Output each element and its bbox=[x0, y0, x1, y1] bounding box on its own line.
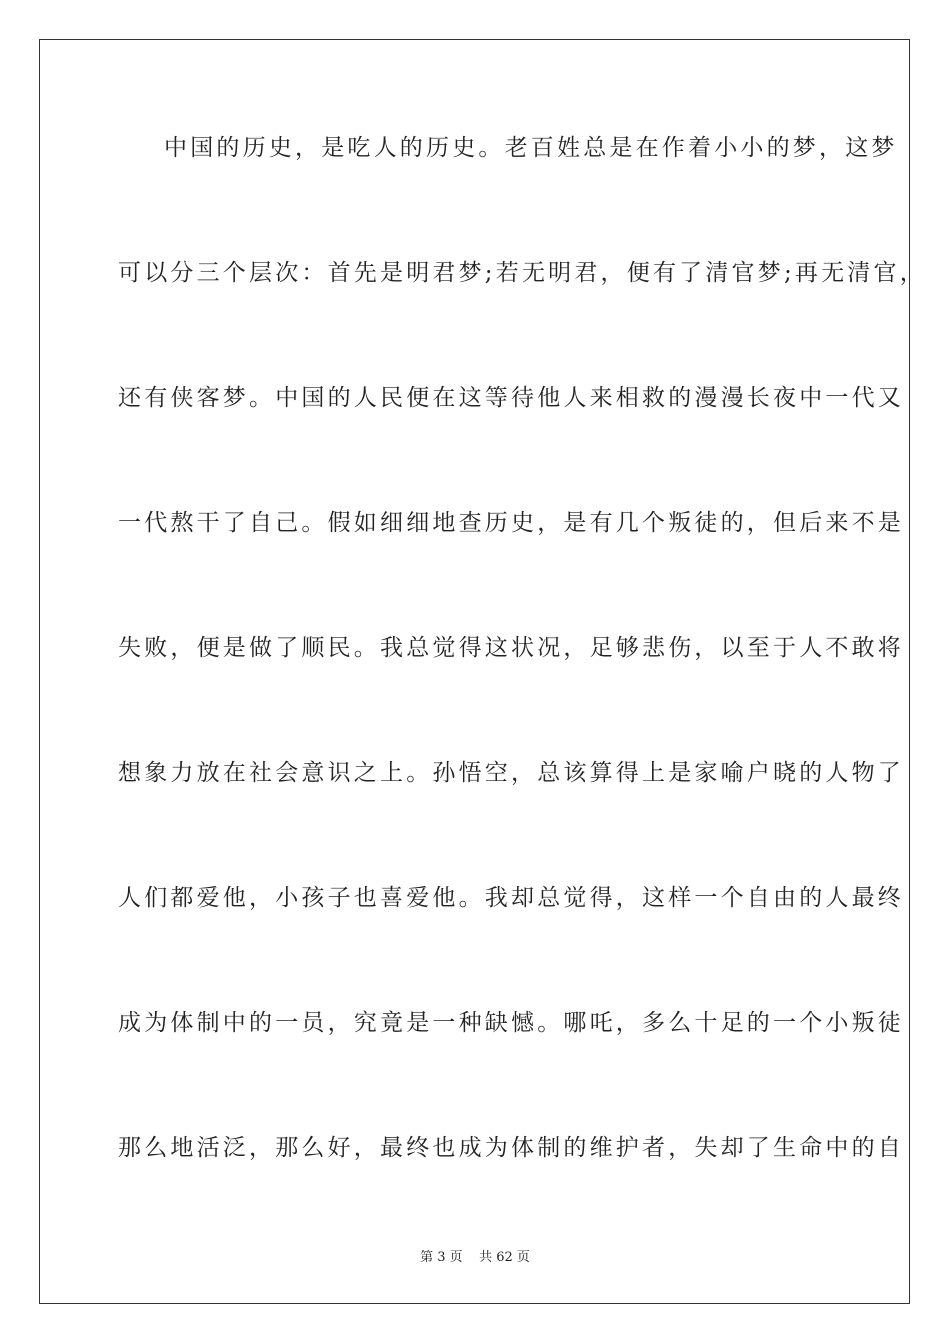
paragraph-line: 还有侠客梦。中国的人民便在这等待他人来相救的漫漫长夜中一代又 bbox=[118, 385, 904, 411]
paragraph-line: 想象力放在社会意识之上。孙悟空，总该算得上是家喻户晓的人物了 bbox=[118, 760, 904, 786]
paragraph-line: 成为体制中的一员，究竟是一种缺憾。哪吒，多么十足的一个小叛徒 bbox=[118, 1010, 904, 1036]
paragraph-line: 失败，便是做了顺民。我总觉得这状况，足够悲伤，以至于人不敢将 bbox=[118, 635, 904, 661]
page-number-footer: 第 3 页 共 62 页 bbox=[420, 1250, 530, 1265]
paragraph-line: 可以分三个层次：首先是明君梦;若无明君，便有了清官梦;再无清官， bbox=[118, 260, 926, 286]
paragraph-line: 中国的历史，是吃人的历史。老百姓总是在作着小小的梦，这梦 bbox=[164, 135, 898, 161]
paragraph-line: 人们都爱他，小孩子也喜爱他。我却总觉得，这样一个自由的人最终 bbox=[118, 885, 904, 911]
paragraph-line: 那么地活泛，那么好，最终也成为体制的维护者，失却了生命中的自 bbox=[118, 1135, 904, 1161]
paragraph-line: 一代熬干了自己。假如细细地查历史，是有几个叛徒的，但后来不是 bbox=[118, 510, 904, 536]
page-border bbox=[39, 39, 926, 1304]
